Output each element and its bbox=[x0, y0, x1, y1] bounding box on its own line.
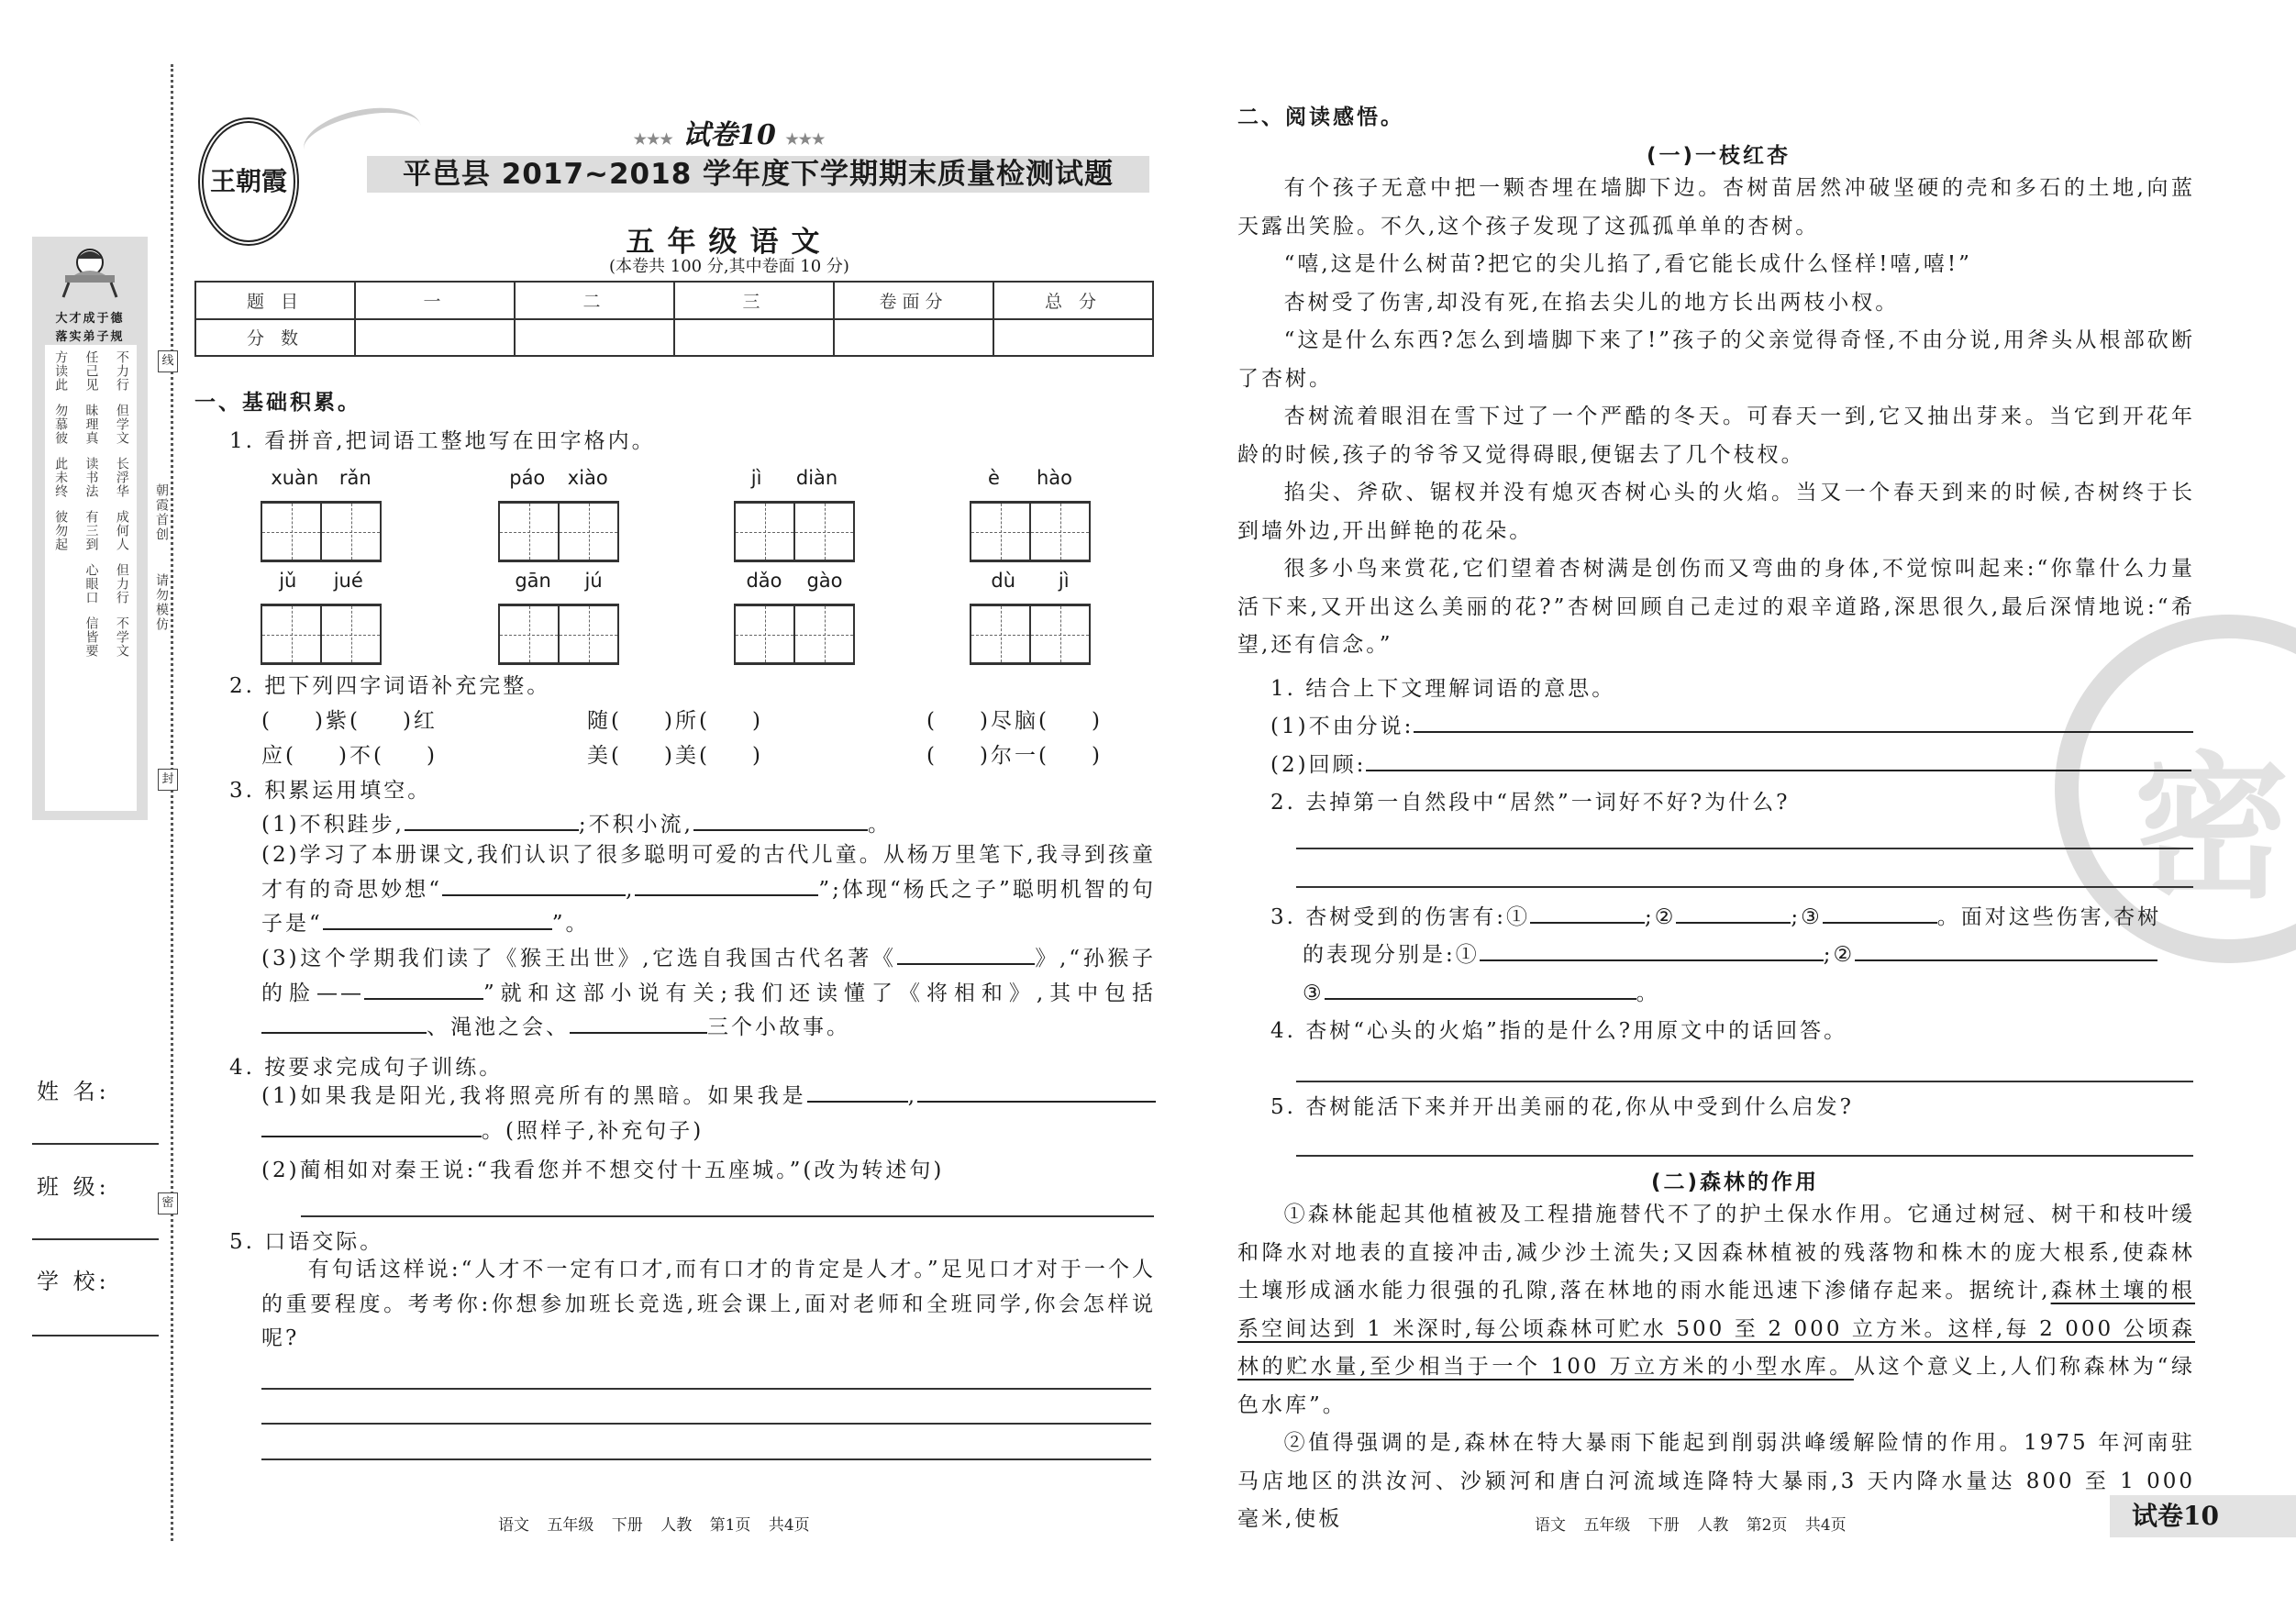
answer-line[interactable] bbox=[1296, 1155, 2193, 1157]
table-header: 二 bbox=[515, 282, 674, 319]
score-cell[interactable] bbox=[834, 319, 993, 357]
paragraph: 很多小鸟来赏花,它们望着杏树满是创伤而又弯曲的身体,不觉惊叫起来:“你靠什么力量活下来,又开出这么美丽的花?”杏树回顾自己走过的艰辛道路,深思很久,最后深情地说:“希望,还有信念。” bbox=[1237, 557, 2195, 657]
section-title: 一、基础积累。 bbox=[194, 391, 361, 415]
tianzige-grid bbox=[734, 604, 855, 665]
score-cell[interactable] bbox=[993, 319, 1153, 357]
poem-phrase: 方读此 bbox=[53, 350, 69, 392]
poem-phrase: 有三到 bbox=[83, 510, 99, 551]
name-label: 姓 名: bbox=[37, 1079, 110, 1104]
text: , bbox=[626, 877, 636, 902]
pinyin-word bbox=[498, 467, 619, 562]
reading-q1: 1. 结合上下文理解词语的意思。 bbox=[1270, 677, 1616, 701]
poem-phrase: 任己见 bbox=[83, 350, 99, 392]
poem-phrase: 读书法 bbox=[83, 457, 99, 498]
poem-column bbox=[52, 350, 68, 811]
paragraph: 掐尖、斧砍、锯杈并没有熄灭杏树心头的火焰。当又一个春天到来的时候,杏树终于长到墙外边,开出鲜艳的花朵。 bbox=[1237, 481, 2195, 543]
answer-blank[interactable] bbox=[1480, 941, 1824, 961]
idiom-part[interactable]: )美( bbox=[663, 744, 710, 768]
answer-blank[interactable] bbox=[1366, 751, 2191, 771]
reading-q2: 2. 去掉第一自然段中“居然”一词好不好?为什么? bbox=[1270, 791, 1791, 815]
pinyin-word bbox=[970, 467, 1091, 562]
idiom-item bbox=[261, 707, 438, 735]
q5-text: 有句话这样说:“人才不一定有口才,而有口才的肯定是人才。”足见口才对于一个人的重要程度。考考你:你想参加班长竞选,班会课上,面对老师和全班同学,你会怎样说呢? bbox=[261, 1258, 1156, 1351]
seal-mark-line: 线 bbox=[158, 350, 178, 372]
tianzige-grid bbox=[970, 501, 1091, 562]
poem-column bbox=[114, 350, 129, 811]
text: 。 bbox=[1636, 981, 1660, 1005]
idiom-part: ) bbox=[1091, 709, 1103, 733]
brand-notice: 朝霞首创 bbox=[154, 483, 169, 542]
paper-number bbox=[624, 112, 835, 152]
paragraph: ②值得强调的是,森林在特大暴雨下能起到削弱洪峰缓解险情的作用。1975 年河南驻马店地区的洪汝河、沙颍河和唐白河流域连降特大暴雨,3 天内降水量达 800 至 1 000 毫米,使板 bbox=[1237, 1431, 2195, 1531]
text: ;② bbox=[1823, 943, 1856, 967]
table-header: 卷面分 bbox=[834, 282, 993, 319]
motto-line: 落实弟子规 bbox=[55, 330, 125, 344]
poem-phrase: 此未终 bbox=[53, 457, 69, 498]
star-icon: ★★★ bbox=[785, 130, 826, 148]
idiom-part[interactable]: ( bbox=[926, 744, 937, 768]
poem-phrase: 成何人 bbox=[114, 510, 129, 551]
section-title: 二、阅读感悟。 bbox=[1237, 105, 1404, 129]
reading-q4: 4. 杏树“心头的火焰”指的是什么?用原文中的话回答。 bbox=[1270, 1019, 1848, 1043]
answer-line[interactable] bbox=[261, 1388, 1151, 1390]
pinyin-syllable: jì bbox=[1058, 570, 1070, 592]
pinyin-label bbox=[261, 570, 382, 597]
answer-blank[interactable] bbox=[1855, 941, 2157, 961]
idiom-part: ) bbox=[1091, 744, 1103, 768]
writing-cell[interactable] bbox=[1029, 606, 1091, 662]
poem-phrase: 彼勿起 bbox=[53, 510, 69, 551]
paragraph: “嘻,这是什么树苗?把它的尖儿掐了,看它能长成什么怪样!嘻,嘻!” bbox=[1283, 252, 1972, 276]
text: ③ bbox=[1303, 981, 1325, 1005]
idiom-part[interactable]: )所( bbox=[663, 709, 710, 733]
idiom-part: ) bbox=[751, 709, 763, 733]
text: (1)不由分说: bbox=[1270, 715, 1414, 738]
paragraph: 杏树受了伤害,却没有死,在掐去尖儿的地方长出两枝小杈。 bbox=[1283, 290, 1900, 315]
text: ”就和这部小说有关;我们还读懂了《将相和》,其中包括 bbox=[482, 981, 1157, 1005]
watermark-text: 密 bbox=[2134, 737, 2290, 920]
pinyin-syllable: gān bbox=[515, 570, 551, 592]
logo-text: 王朝霞 bbox=[209, 166, 287, 196]
text: ;③ bbox=[1791, 905, 1823, 929]
table-header: 一 bbox=[355, 282, 515, 319]
page-footer-left: 语文 五年级 下册 人教 第1页 共4页 bbox=[498, 1516, 810, 1535]
text: 三个小故事。 bbox=[707, 1015, 850, 1040]
q4-part2: (2)蔺相如对秦王说:“我看您并不想交付十五座城。”(改为转述句) bbox=[261, 1159, 945, 1182]
pinyin-label bbox=[970, 570, 1091, 597]
writing-cell[interactable] bbox=[734, 606, 793, 662]
writing-cell[interactable] bbox=[970, 606, 1029, 662]
class-input[interactable] bbox=[32, 1238, 159, 1240]
q3-part1 bbox=[261, 811, 892, 838]
q3-part3 bbox=[261, 942, 1156, 1046]
q3-part2 bbox=[261, 838, 1156, 942]
table-header: 题 目 bbox=[195, 282, 355, 319]
idiom-item bbox=[587, 742, 763, 770]
tianzige-grid bbox=[734, 501, 855, 562]
pinyin-syllable: gào bbox=[806, 570, 843, 592]
pinyin-syllable: diàn bbox=[795, 467, 838, 489]
pinyin-syllable: jǔ bbox=[279, 570, 297, 592]
answer-blank[interactable] bbox=[261, 1014, 427, 1034]
brand-logo bbox=[198, 117, 299, 246]
answer-blank[interactable] bbox=[261, 1117, 482, 1137]
answer-blank[interactable] bbox=[405, 811, 579, 831]
idiom-part[interactable]: 应( bbox=[261, 744, 296, 768]
writing-cell[interactable] bbox=[734, 504, 793, 560]
text: ”。 bbox=[551, 912, 590, 937]
answer-line[interactable] bbox=[261, 1458, 1151, 1460]
text: 3. 杏树受到的伤害有:① bbox=[1270, 905, 1531, 929]
pinyin-syllable: xuàn bbox=[271, 467, 319, 489]
idiom-part[interactable]: 美( bbox=[587, 744, 622, 768]
answer-blank[interactable] bbox=[442, 876, 626, 896]
answer-blank[interactable] bbox=[1823, 904, 1937, 924]
table-header: 三 bbox=[674, 282, 834, 319]
answer-blank[interactable] bbox=[1676, 904, 1791, 924]
q4-part1 bbox=[261, 1080, 1156, 1148]
binding-line bbox=[171, 64, 173, 1541]
text: (1)如果我是阳光,我将照亮所有的黑暗。如果我是 bbox=[261, 1084, 807, 1108]
student-illustration-icon bbox=[58, 244, 122, 299]
pinyin-label bbox=[261, 467, 382, 494]
reading-q3b bbox=[1303, 941, 2157, 969]
question-4: 4. 按要求完成句子训练。 bbox=[229, 1056, 504, 1080]
pinyin-syllable: dù bbox=[991, 570, 1016, 592]
paragraph bbox=[1237, 1196, 2195, 1425]
answer-blank[interactable] bbox=[635, 876, 818, 896]
writing-cell[interactable] bbox=[970, 504, 1029, 560]
idiom-item bbox=[926, 742, 1103, 770]
reading-q3 bbox=[1270, 904, 2161, 931]
poem-phrase: 但力行 bbox=[114, 563, 129, 604]
seal-mark-secret: 密 bbox=[158, 1192, 178, 1214]
pinyin-syllable: páo bbox=[509, 467, 546, 489]
score-cell[interactable] bbox=[355, 319, 515, 357]
class-label: 班 级: bbox=[37, 1174, 110, 1200]
pinyin-word bbox=[734, 467, 855, 562]
answer-blank[interactable] bbox=[570, 1014, 707, 1034]
pinyin-syllable: xiào bbox=[567, 467, 608, 489]
idiom-part[interactable]: )紫( bbox=[314, 709, 360, 733]
table-header: 总 分 bbox=[993, 282, 1153, 319]
text: (2)回顾: bbox=[1270, 753, 1367, 777]
writing-cell[interactable] bbox=[261, 504, 320, 560]
exam-title: 平邑县 2017~2018 学年度下学期期末质量检测试题 bbox=[367, 156, 1149, 193]
pinyin-word bbox=[261, 467, 382, 562]
star-icon: ★★★ bbox=[633, 130, 673, 148]
poem-phrase: 勿慕彼 bbox=[53, 404, 69, 445]
idiom-part[interactable]: )不( bbox=[338, 744, 384, 768]
question-5: 5. 口语交际。 bbox=[229, 1230, 384, 1254]
text: ;不积小流, bbox=[578, 813, 693, 837]
q5-body bbox=[261, 1253, 1156, 1357]
reading-q1b bbox=[1270, 751, 2191, 779]
poem-phrase: 不力行 bbox=[114, 350, 129, 392]
pinyin-label bbox=[734, 570, 855, 597]
tianzige-grid bbox=[498, 604, 619, 665]
idiom-part[interactable]: ( bbox=[261, 709, 272, 733]
answer-line[interactable] bbox=[1296, 1081, 2193, 1082]
answer-blank[interactable] bbox=[897, 945, 1035, 965]
paragraph: “这是什么东西?怎么到墙脚下来了!”孩子的父亲觉得奇怪,不由分说,用斧头从根部砍断了杏树。 bbox=[1237, 328, 2195, 391]
idiom-part[interactable]: 随( bbox=[587, 709, 622, 733]
pinyin-syllable: è bbox=[988, 467, 1000, 489]
text: 。面对这些伤害,杏树 bbox=[1936, 905, 2162, 929]
answer-blank[interactable] bbox=[917, 1082, 1156, 1103]
page-footer-right: 语文 五年级 下册 人教 第2页 共4页 bbox=[1535, 1516, 1847, 1535]
writing-cell[interactable] bbox=[498, 606, 558, 662]
tianzige-grid bbox=[970, 604, 1091, 665]
answer-line[interactable] bbox=[1296, 848, 2193, 849]
sidebar-motto-panel bbox=[32, 237, 148, 820]
score-cell[interactable] bbox=[515, 319, 674, 357]
underlined-text: 森林土壤的根系空间达到 1 米深时,每公顷森林可贮水 500 至 2 000 立方米。这样,每 2 000 公顷森林的贮水量,至少相当于一个 100 万立方米的小型水库。 bbox=[1237, 1279, 2195, 1379]
idiom-item bbox=[926, 707, 1103, 735]
idiom-part: )红 bbox=[402, 709, 438, 733]
writing-cell[interactable] bbox=[558, 606, 619, 662]
answer-blank[interactable] bbox=[323, 910, 552, 930]
idiom-part[interactable]: ( bbox=[926, 709, 937, 733]
answer-blank[interactable] bbox=[1414, 713, 2193, 733]
text: 从这个意义上,人们称森林为“绿色水库”。 bbox=[1237, 1355, 2195, 1417]
pinyin-syllable: jué bbox=[333, 570, 363, 592]
writing-cell[interactable] bbox=[793, 606, 855, 662]
text: (2)学习了本册课文,我们认识了很多聪明可爱的古代儿童。从杨万里笔下,我寻到孩童才有的奇思妙想“ bbox=[261, 843, 1156, 902]
answer-line[interactable] bbox=[301, 1215, 1154, 1217]
school-input[interactable] bbox=[32, 1335, 159, 1336]
reading-q3c bbox=[1303, 980, 1660, 1007]
pinyin-word bbox=[734, 570, 855, 665]
answer-blank[interactable] bbox=[693, 811, 868, 831]
pinyin-syllable: jì bbox=[750, 467, 762, 489]
table-row bbox=[195, 319, 1153, 357]
reading-q1a bbox=[1270, 713, 2193, 740]
text: ”;体现“杨氏之子”聪明机智的句子是“ bbox=[261, 877, 1156, 937]
score-table bbox=[194, 281, 1154, 357]
text: 的表现分别是:① bbox=[1303, 943, 1480, 967]
question-2: 2. 把下列四字词语补充完整。 bbox=[229, 674, 551, 698]
pinyin-syllable: rǎn bbox=[338, 467, 372, 489]
writing-cell[interactable] bbox=[558, 504, 619, 560]
paragraph: 杏树流着眼泪在雪下过了一个严酷的冬天。可春天一到,它又抽出芽来。当它到开花年龄的时候,孩子的爷爷又觉得碍眼,便锯去了几个枝杈。 bbox=[1237, 405, 2195, 467]
answer-blank[interactable] bbox=[364, 980, 483, 1000]
writing-cell[interactable] bbox=[320, 504, 382, 560]
text: 、渑池之会、 bbox=[427, 1015, 570, 1040]
question-3: 3. 积累运用填空。 bbox=[229, 779, 432, 803]
pinyin-word bbox=[970, 570, 1091, 665]
idiom-part: ) bbox=[751, 744, 763, 768]
question-1: 1. 看拼音,把词语工整地写在田字格内。 bbox=[229, 429, 656, 453]
idiom-part[interactable]: )尔一( bbox=[979, 744, 1049, 768]
answer-line[interactable] bbox=[1296, 886, 2193, 888]
text: , bbox=[907, 1084, 917, 1108]
answer-blank[interactable] bbox=[1325, 980, 1636, 1000]
passage-2-text bbox=[1237, 1196, 2195, 1539]
idiom-part[interactable]: )尽脑( bbox=[979, 709, 1049, 733]
pinyin-syllable: dǎo bbox=[746, 570, 782, 592]
dizigui-poem bbox=[45, 345, 137, 811]
answer-blank[interactable] bbox=[1530, 904, 1645, 924]
passage-1-text bbox=[1237, 170, 2195, 665]
poem-phrase: 信皆要 bbox=[83, 616, 99, 658]
pinyin-label bbox=[498, 570, 619, 597]
idiom-item bbox=[261, 742, 438, 770]
text: 》,“孙猴子的脸—— bbox=[261, 947, 1157, 1005]
reading-q5: 5. 杏树能活下来并开出美丽的花,你从中受到什么启发? bbox=[1270, 1095, 1854, 1119]
text: (3)这个学期我们读了《猴王出世》,它选自我国古代名著《 bbox=[261, 947, 897, 970]
row-label: 分 数 bbox=[195, 319, 355, 357]
school-label: 学 校: bbox=[37, 1269, 110, 1294]
poem-phrase: 长浮华 bbox=[114, 457, 129, 498]
poem-phrase: 但学文 bbox=[114, 404, 129, 445]
motto-line: 大才成于德 bbox=[55, 312, 125, 326]
text: 。 bbox=[867, 813, 892, 837]
paper-badge: 试卷10 bbox=[2110, 1495, 2296, 1537]
pinyin-label bbox=[970, 467, 1091, 494]
writing-cell[interactable] bbox=[261, 606, 320, 662]
passage-title: (一)一枝红杏 bbox=[1647, 144, 1791, 168]
text: (1)不积跬步, bbox=[261, 813, 405, 837]
table-row bbox=[195, 282, 1153, 319]
name-input[interactable] bbox=[32, 1143, 159, 1145]
brand-notice: 请勿模仿 bbox=[154, 573, 169, 632]
pinyin-syllable: jú bbox=[584, 570, 603, 592]
writing-cell[interactable] bbox=[320, 606, 382, 662]
text: ①森林能起其他植被及工程措施替代不了的护土保水作用。它通过树冠、树干和枝叶缓和降水对地表的直接冲击,减少沙土流失;又因森林植被的残落物和株木的庞大根系,使森林土壤形成涵水能力很强的孔隙,落在林地的雨水能迅速下渗储存起来。据统计, bbox=[1237, 1203, 2195, 1303]
poem-column bbox=[83, 350, 98, 811]
text: ;② bbox=[1645, 905, 1677, 929]
passage-title: (二)森林的作用 bbox=[1651, 1170, 1820, 1194]
score-cell[interactable] bbox=[674, 319, 834, 357]
pinyin-syllable: hào bbox=[1036, 467, 1072, 489]
poem-phrase: 昧理真 bbox=[83, 404, 99, 445]
poem-phrase: 心眼口 bbox=[83, 563, 99, 604]
writing-cell[interactable] bbox=[498, 504, 558, 560]
paragraph: 有个孩子无意中把一颗杏埋在墙脚下边。杏树苗居然冲破坚硬的壳和多石的土地,向蓝天露出笑脸。不久,这个孩子发现了这孤孤单单的杏树。 bbox=[1237, 176, 2195, 238]
score-note: (本卷共 100 分,其中卷面 10 分) bbox=[609, 257, 849, 276]
pinyin-label bbox=[734, 467, 855, 494]
seal-mark-seal: 封 bbox=[158, 769, 178, 791]
poem-phrase: 不学文 bbox=[114, 616, 129, 658]
pinyin-word bbox=[498, 570, 619, 665]
idiom-item bbox=[587, 707, 763, 735]
writing-cell[interactable] bbox=[793, 504, 855, 560]
subject-title: 五年级语文 bbox=[626, 226, 833, 259]
tianzige-grid bbox=[498, 501, 619, 562]
paper-number-text: 试卷10 bbox=[682, 119, 776, 151]
writing-cell[interactable] bbox=[1029, 504, 1091, 560]
pinyin-label bbox=[498, 467, 619, 494]
idiom-part: ) bbox=[426, 744, 438, 768]
answer-blank[interactable] bbox=[807, 1082, 908, 1103]
pinyin-word bbox=[261, 570, 382, 665]
tianzige-grid bbox=[261, 501, 382, 562]
answer-line[interactable] bbox=[261, 1423, 1151, 1425]
tianzige-grid bbox=[261, 604, 382, 665]
text: 。(照样子,补充句子) bbox=[482, 1118, 704, 1143]
